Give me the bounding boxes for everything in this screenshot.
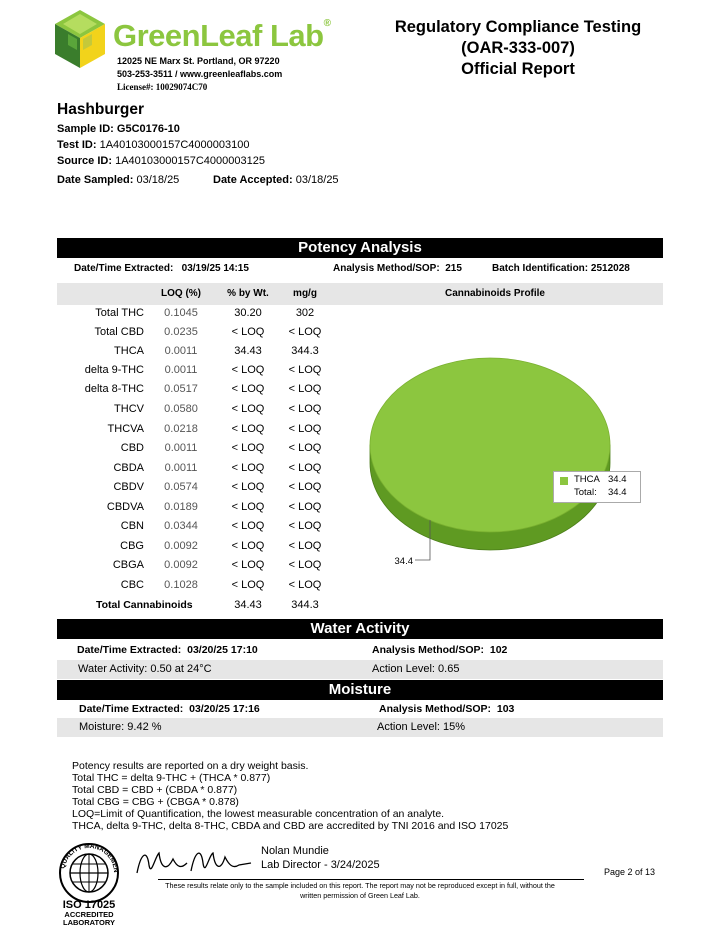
moisture-result: Moisture: 9.42 % <box>79 721 162 733</box>
logo-mark-icon <box>55 10 105 68</box>
lab-license: License#: 10029074C70 <box>117 82 208 92</box>
row-pct: < LOQ <box>231 383 265 395</box>
row-pct: < LOQ <box>231 326 265 338</box>
row-mg: < LOQ <box>288 383 322 395</box>
legend-total-value: 34.4 <box>608 487 627 498</box>
row-pct: < LOQ <box>231 501 265 513</box>
row-name: CBDA <box>113 462 144 474</box>
potency-section-header: Potency Analysis <box>57 238 663 258</box>
pie-data-label: 34.4 <box>394 556 413 567</box>
water-activity-result: Water Activity: 0.50 at 24°C <box>78 663 212 675</box>
profile-title: Cannabinoids Profile <box>444 288 545 299</box>
row-pct: < LOQ <box>231 462 265 474</box>
brand-name: GreenLeaf Lab® <box>113 18 331 53</box>
legend-series-value: 34.4 <box>608 474 627 485</box>
row-name: THCV <box>114 403 144 415</box>
moisture-action-level: Action Level: 15% <box>377 721 466 733</box>
row-pct: 30.20 <box>234 307 262 319</box>
potency-meta-row: Date/Time Extracted: 03/19/25 14:15 Analysis Method/SOP: 215 Batch Identification: 2512028 <box>74 263 630 274</box>
row-mg: < LOQ <box>288 559 322 571</box>
row-loq: 0.0574 <box>164 481 198 493</box>
svg-text:QUALITY MANAGEMENT SYSTEM <box>53 842 119 873</box>
row-name: CBN <box>120 520 144 532</box>
total-cannabinoids-pct: 34.43 <box>234 599 262 611</box>
row-name: CBDVA <box>106 501 144 513</box>
row-mg: 344.3 <box>291 345 319 357</box>
moisture-result-row <box>57 718 663 737</box>
row-pct: < LOQ <box>231 481 265 493</box>
potency-column-header <box>57 283 663 305</box>
row-mg: < LOQ <box>288 326 322 338</box>
total-cannabinoids-mg: 344.3 <box>291 599 319 611</box>
iso-label: ISO 17025 <box>62 899 116 911</box>
row-mg: < LOQ <box>288 579 322 591</box>
moisture-meta-row: Date/Time Extracted: 03/20/25 17:16 Analysis Method/SOP: 103 <box>79 703 515 715</box>
row-mg: < LOQ <box>288 501 322 513</box>
row-pct: < LOQ <box>231 559 265 571</box>
column-mg: mg/g <box>293 288 317 299</box>
legend-total-label: Total: <box>574 487 597 498</box>
page-number: Page 2 of 13 <box>604 867 656 877</box>
row-loq: 0.0011 <box>164 442 198 454</box>
row-pct: 34.43 <box>234 345 262 357</box>
signer-title: Lab Director - 3/24/2025 <box>261 859 380 871</box>
signature-line <box>158 879 584 880</box>
legend-series-name: THCA <box>574 474 600 485</box>
sample-id: Sample ID: G5C0176-10 <box>57 123 180 135</box>
row-name: THCVA <box>107 423 144 435</box>
row-pct: < LOQ <box>231 540 265 552</box>
iso-accreditation-seal <box>53 842 125 926</box>
row-mg: < LOQ <box>288 462 322 474</box>
column-loq: LOQ (%) <box>161 288 201 299</box>
date-sampled: Date Sampled: 03/18/25 <box>57 174 180 186</box>
row-mg: < LOQ <box>288 364 322 376</box>
row-name: CBD <box>120 442 144 454</box>
lab-address: 12025 NE Marx St. Portland, OR 97220 <box>117 56 280 66</box>
note-line: Potency results are reported on a dry weight basis. <box>72 760 309 772</box>
disclaimer-line-2: written permission of Green Leaf Lab. <box>300 891 420 900</box>
row-name: Total CBD <box>94 326 144 338</box>
note-line: THCA, delta 9-THC, delta 8-THC, CBDA and CBD are accredited by TNI 2016 and ISO 17025 <box>72 820 509 832</box>
row-name: CBDV <box>113 481 144 493</box>
row-loq: 0.1045 <box>164 307 198 319</box>
row-name: Total THC <box>95 307 144 319</box>
row-name: delta 9-THC <box>84 364 144 376</box>
water-activity-result-row <box>57 660 663 679</box>
report-title-line-3: Official Report <box>461 60 575 78</box>
row-loq: 0.0011 <box>164 345 198 357</box>
row-pct: < LOQ <box>231 423 265 435</box>
row-loq: 0.1028 <box>164 579 198 591</box>
row-loq: 0.0344 <box>164 520 198 532</box>
row-pct: < LOQ <box>231 364 265 376</box>
row-loq: 0.0517 <box>164 383 198 395</box>
signature-image <box>133 843 253 879</box>
sample-name: Hashburger <box>57 101 144 118</box>
row-mg: < LOQ <box>288 481 322 493</box>
water-activity-section-header: Water Activity <box>57 619 663 639</box>
row-mg: < LOQ <box>288 442 322 454</box>
row-loq: 0.0011 <box>164 462 198 474</box>
row-pct: < LOQ <box>231 579 265 591</box>
pie-slice <box>370 358 610 532</box>
row-pct: < LOQ <box>231 442 265 454</box>
note-line: Total CBG = CBG + (CBGA * 0.878) <box>72 796 239 808</box>
total-cannabinoids-label: Total Cannabinoids <box>96 599 193 611</box>
note-line: Total CBD = CBD + (CBDA * 0.877) <box>72 784 238 796</box>
row-loq: 0.0218 <box>164 423 198 435</box>
report-title-line-1: Regulatory Compliance Testing <box>394 18 642 36</box>
row-mg: 302 <box>295 307 315 319</box>
row-name: delta 8-THC <box>84 383 144 395</box>
row-loq: 0.0189 <box>164 501 198 513</box>
iso-accredited: ACCREDITED <box>64 910 114 919</box>
report-title-line-2: (OAR-333-007) <box>461 39 575 57</box>
row-loq: 0.0011 <box>164 364 198 376</box>
pie-legend <box>553 471 641 503</box>
signer-name: Nolan Mundie <box>261 845 329 857</box>
moisture-section-header: Moisture <box>57 680 663 700</box>
row-name: CBGA <box>112 559 144 571</box>
test-id: Test ID: 1A40103000157C4000003100 <box>57 139 250 151</box>
lab-contact: 503-253-3511 / www.greenleaflabs.com <box>117 69 283 79</box>
column-pct: % by Wt. <box>227 288 269 299</box>
row-pct: < LOQ <box>231 403 265 415</box>
water-activity-meta-row: Date/Time Extracted: 03/20/25 17:10 Analysis Method/SOP: 102 <box>77 644 508 656</box>
row-pct: < LOQ <box>231 520 265 532</box>
row-loq: 0.0235 <box>164 326 198 338</box>
source-id: Source ID: 1A40103000157C4000003125 <box>57 155 265 167</box>
row-name: CBG <box>120 540 144 552</box>
note-line: Total THC = delta 9-THC + (THCA * 0.877) <box>72 772 271 784</box>
row-mg: < LOQ <box>288 403 322 415</box>
row-mg: < LOQ <box>288 540 322 552</box>
water-activity-action-level: Action Level: 0.65 <box>372 663 460 675</box>
iso-laboratory: LABORATORY <box>63 918 115 927</box>
legend-swatch <box>560 477 568 485</box>
row-name: THCA <box>114 345 144 357</box>
seal-arc-text: QUALITY MANAGEMEN <box>59 842 120 873</box>
disclaimer-line-1: These results relate only to the sample included on this report. The report may not be reproduced except in full, without the <box>165 881 555 890</box>
row-loq: 0.0092 <box>164 559 198 571</box>
row-mg: < LOQ <box>288 423 322 435</box>
row-mg: < LOQ <box>288 520 322 532</box>
row-loq: 0.0092 <box>164 540 198 552</box>
date-accepted: Date Accepted: 03/18/25 <box>213 174 339 186</box>
row-name: CBC <box>120 579 144 591</box>
cannabinoids-pie-chart <box>330 305 663 615</box>
row-loq: 0.0580 <box>164 403 198 415</box>
note-line: LOQ=Limit of Quantification, the lowest measurable concentration of an analyte. <box>72 808 445 820</box>
